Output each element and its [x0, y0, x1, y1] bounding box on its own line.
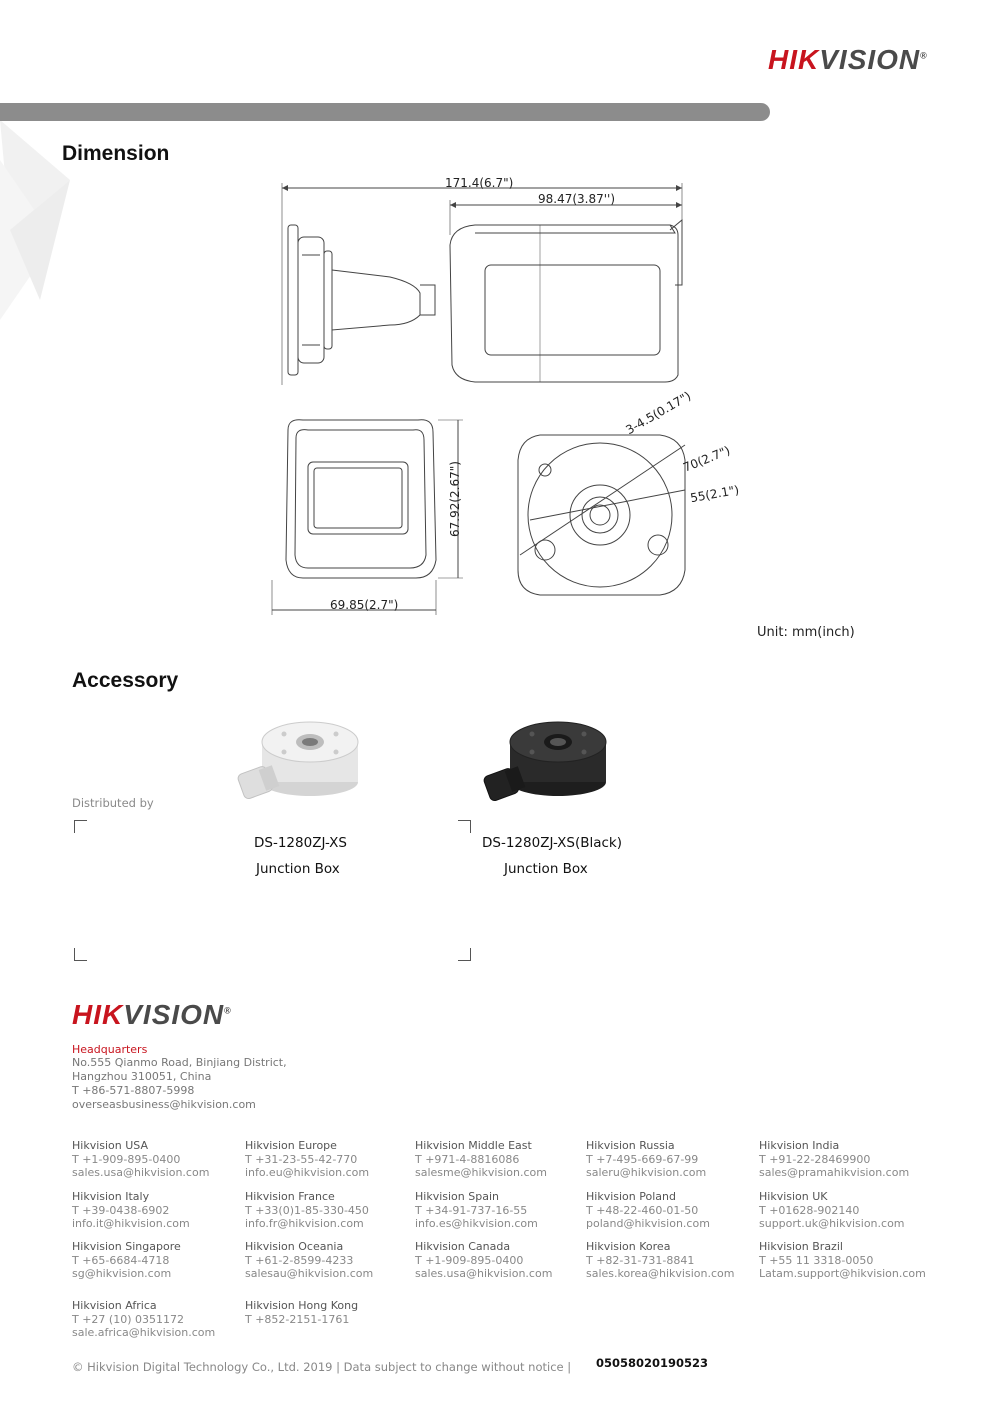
office-phone: T +971-4-8816086: [415, 1153, 520, 1166]
office-name: Hikvision Canada: [415, 1240, 511, 1253]
office-phone: T +65-6684-4718: [72, 1254, 170, 1267]
office-india: [759, 1139, 909, 1179]
office-korea: [586, 1240, 734, 1280]
office-email: saleru@hikvision.com: [586, 1166, 707, 1179]
office-name: Hikvision Africa: [72, 1299, 157, 1312]
office-singapore: [72, 1240, 181, 1280]
doc-code: 05058020190523: [596, 1356, 709, 1370]
dimension-title: Dimension: [62, 142, 170, 165]
office-email: info.eu@hikvision.com: [245, 1166, 370, 1179]
office-email: info.es@hikvision.com: [415, 1217, 538, 1230]
dim-total-length: 171.4(6.7"): [445, 176, 514, 190]
office-name: Hikvision Korea: [586, 1240, 671, 1253]
headquarters-line: overseasbusiness@hikvision.com: [72, 1098, 256, 1111]
office-name: Hikvision USA: [72, 1139, 149, 1152]
footer-logo: [72, 999, 232, 1031]
camera-front-view-drawing: [268, 410, 468, 620]
office-brazil: [759, 1240, 926, 1280]
accessory-type-1: Junction Box: [256, 861, 340, 877]
frame-corner-tl: [74, 820, 87, 833]
office-phone: T +39-0438-6902: [72, 1204, 170, 1217]
footer-logo-registered: ®: [224, 1005, 232, 1016]
office-name: Hikvision Poland: [586, 1190, 676, 1203]
office-name: Hikvision Europe: [245, 1139, 337, 1152]
office-email: salesau@hikvision.com: [245, 1267, 374, 1280]
office-name: Hikvision Brazil: [759, 1240, 843, 1253]
camera-side-view-drawing: [270, 175, 700, 390]
office-email: sg@hikvision.com: [72, 1267, 172, 1280]
office-phone: T +852-2151-1761: [245, 1313, 350, 1326]
office-name: Hikvision Hong Kong: [245, 1299, 359, 1312]
office-phone: T +1-909-895-0400: [72, 1153, 181, 1166]
office-email: sale.africa@hikvision.com: [72, 1326, 216, 1339]
office-name: Hikvision UK: [759, 1190, 828, 1203]
office-name: Hikvision Italy: [72, 1190, 150, 1203]
office-email: salesme@hikvision.com: [415, 1166, 547, 1179]
office-name: Hikvision Oceania: [245, 1240, 344, 1253]
junction-box-white-image: [232, 712, 362, 812]
camera-base-view-drawing: [510, 420, 700, 610]
office-name: Hikvision Russia: [586, 1139, 675, 1152]
office-phone: T +33(0)1-85-330-450: [245, 1204, 369, 1217]
logo-vision: VISION: [819, 44, 921, 75]
office-france: [245, 1190, 369, 1230]
office-uk: [759, 1190, 905, 1230]
accessory-title: Accessory: [72, 669, 179, 692]
headquarters-block: [72, 1043, 287, 1112]
logo-hik: HIK: [768, 44, 820, 75]
office-email: sales.usa@hikvision.com: [72, 1166, 210, 1179]
office-email: sales.korea@hikvision.com: [586, 1267, 735, 1280]
header-logo: [768, 44, 928, 76]
office-email: sales@pramahikvision.com: [759, 1166, 910, 1179]
office-phone: T +31-23-55-42-770: [245, 1153, 358, 1166]
frame-corner-bl: [74, 948, 87, 961]
office-email: Latam.support@hikvision.com: [759, 1267, 926, 1280]
office-phone: T +01628-902140: [759, 1204, 860, 1217]
dim-base-outer: 70(2.7"): [681, 443, 733, 475]
accessory-type-2: Junction Box: [504, 861, 588, 877]
office-email: sales.usa@hikvision.com: [415, 1267, 553, 1280]
headquarters-title: Headquarters: [72, 1043, 148, 1056]
office-europe: [245, 1139, 369, 1179]
dim-body-length: 98.47(3.87''): [538, 192, 616, 206]
office-email: support.uk@hikvision.com: [759, 1217, 905, 1230]
office-phone: T +7-495-669-67-99: [586, 1153, 699, 1166]
junction-box-black-image: [478, 712, 613, 812]
office-phone: T +34-91-737-16-55: [415, 1204, 528, 1217]
office-middle-east: [415, 1139, 547, 1179]
office-phone: T +55 11 3318-0050: [759, 1254, 874, 1267]
office-russia: [586, 1139, 706, 1179]
headquarters-line: Hangzhou 310051, China: [72, 1070, 212, 1083]
frame-corner-tr: [458, 820, 471, 833]
office-name: Hikvision Middle East: [415, 1139, 532, 1152]
office-africa: [72, 1299, 215, 1339]
dim-front-height: 67.92(2.67"): [448, 461, 462, 537]
headquarters-line: No.555 Qianmo Road, Binjiang District,: [72, 1056, 287, 1069]
office-canada: [415, 1240, 552, 1280]
footer-logo-hik: HIK: [72, 999, 124, 1030]
office-email: poland@hikvision.com: [586, 1217, 710, 1230]
header-bar: [0, 103, 770, 121]
dim-front-width: 69.85(2.7"): [330, 598, 399, 612]
office-name: Hikvision France: [245, 1190, 335, 1203]
office-email: info.it@hikvision.com: [72, 1217, 190, 1230]
dim-base-inner: 55(2.1"): [689, 482, 741, 506]
headquarters-line: T +86-571-8807-5998: [72, 1084, 195, 1097]
footer-logo-vision: VISION: [123, 999, 225, 1030]
copyright: © Hikvision Digital Technology Co., Ltd. 2019 | Data subject to change without notice |: [72, 1360, 572, 1374]
office-phone: T +91-22-28469900: [759, 1153, 871, 1166]
office-poland: [586, 1190, 710, 1230]
office-phone: T +1-909-895-0400: [415, 1254, 524, 1267]
office-italy: [72, 1190, 190, 1230]
distributed-by: Distributed by: [72, 796, 154, 810]
office-spain: [415, 1190, 538, 1230]
office-name: Hikvision India: [759, 1139, 840, 1152]
office-oceania: [245, 1240, 373, 1280]
office-phone: T +61-2-8599-4233: [245, 1254, 354, 1267]
office-name: Hikvision Singapore: [72, 1240, 181, 1253]
office-phone: T +27 (10) 0351172: [72, 1313, 184, 1326]
office-name: Hikvision Spain: [415, 1190, 499, 1203]
logo-registered: ®: [920, 50, 928, 61]
dim-base-small: 3-4.5(0.17"): [623, 388, 694, 438]
office-phone: T +48-22-460-01-50: [586, 1204, 699, 1217]
frame-corner-br: [458, 948, 471, 961]
office-email: info.fr@hikvision.com: [245, 1217, 364, 1230]
unit-note: Unit: mm(inch): [757, 625, 855, 640]
accessory-model-1: DS-1280ZJ-XS: [254, 835, 347, 851]
office-hong-kong: [245, 1299, 358, 1326]
accessory-model-2: DS-1280ZJ-XS(Black): [482, 835, 623, 851]
office-phone: T +82-31-731-8841: [586, 1254, 695, 1267]
office-usa: [72, 1139, 209, 1179]
